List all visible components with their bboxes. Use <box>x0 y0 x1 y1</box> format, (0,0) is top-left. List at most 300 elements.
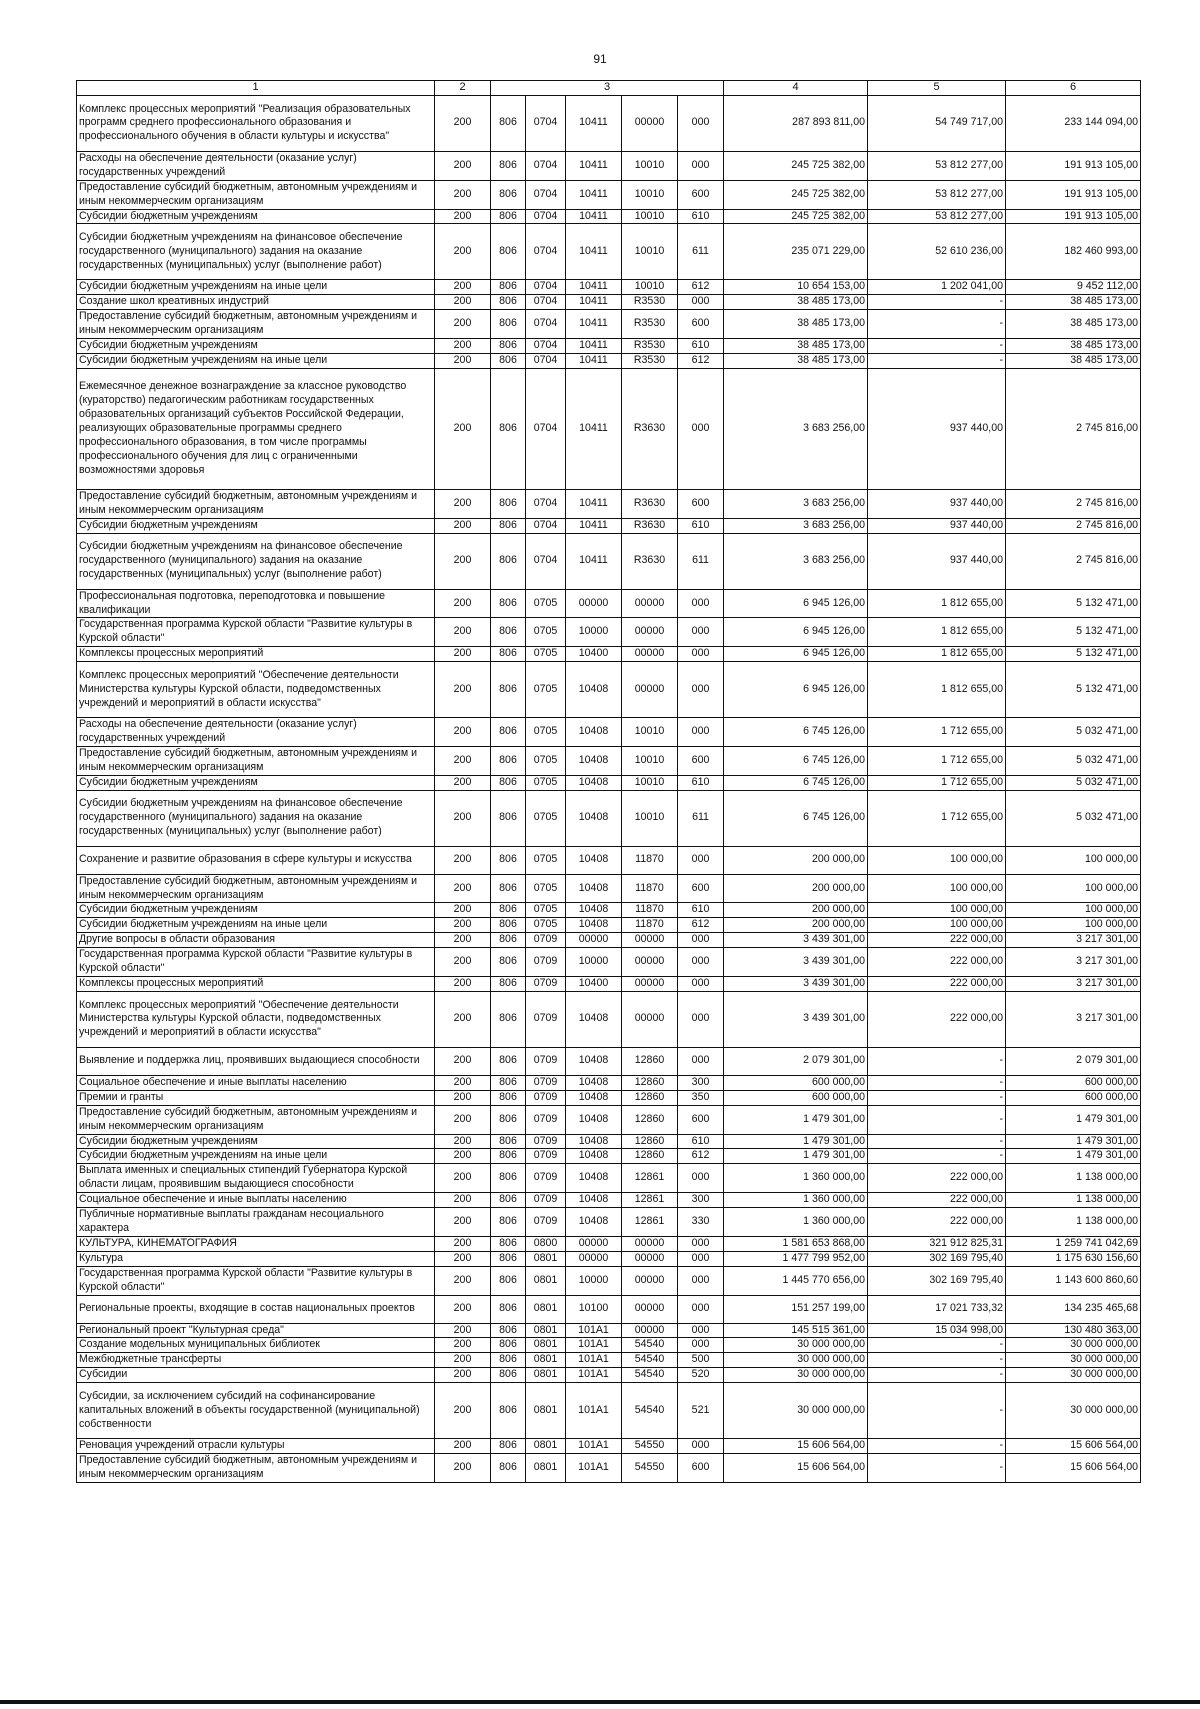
ministry-code: 806 <box>491 1251 526 1266</box>
direction-code: R3630 <box>622 489 678 518</box>
ministry-code: 806 <box>491 746 526 775</box>
program-code: 10411 <box>566 518 622 533</box>
amount-col-4: 30 000 000,00 <box>724 1383 868 1439</box>
amount-col-6: 182 460 993,00 <box>1006 224 1141 280</box>
amount-col-6: 15 606 564,00 <box>1006 1454 1141 1483</box>
amount-col-6: 15 606 564,00 <box>1006 1439 1141 1454</box>
ministry-code: 806 <box>491 933 526 948</box>
expense-type: 500 <box>678 1353 724 1368</box>
section-code: 0709 <box>526 1193 566 1208</box>
section-code: 0705 <box>526 662 566 718</box>
amount-col-5: 17 021 733,32 <box>868 1295 1006 1323</box>
program-code: 10408 <box>566 790 622 846</box>
section-code: 0709 <box>526 1090 566 1105</box>
section-code: 0704 <box>526 180 566 209</box>
program-code: 101A1 <box>566 1383 622 1439</box>
amount-col-5: 15 034 998,00 <box>868 1323 1006 1338</box>
col-code: 200 <box>435 903 491 918</box>
expense-type: 000 <box>678 846 724 874</box>
col-code: 200 <box>435 1075 491 1090</box>
direction-code: 10010 <box>622 790 678 846</box>
amount-col-5: 1 812 655,00 <box>868 662 1006 718</box>
amount-col-4: 245 725 382,00 <box>724 180 868 209</box>
section-code: 0704 <box>526 533 566 589</box>
program-code: 10411 <box>566 368 622 489</box>
amount-col-4: 1 477 799 952,00 <box>724 1251 868 1266</box>
table-row <box>77 1383 1141 1439</box>
item-name: Выявление и поддержка лиц, проявивших выдающиеся способности <box>77 1047 435 1075</box>
ministry-code: 806 <box>491 1090 526 1105</box>
amount-col-6: 5 132 471,00 <box>1006 662 1141 718</box>
program-code: 101A1 <box>566 1454 622 1483</box>
amount-col-5: 937 440,00 <box>868 368 1006 489</box>
program-code: 10411 <box>566 280 622 295</box>
amount-col-4: 6 945 126,00 <box>724 647 868 662</box>
program-code: 10411 <box>566 353 622 368</box>
program-code: 00000 <box>566 1236 622 1251</box>
ministry-code: 806 <box>491 95 526 151</box>
amount-col-5: - <box>868 1353 1006 1368</box>
expense-type: 610 <box>678 1134 724 1149</box>
amount-col-6: 1 138 000,00 <box>1006 1193 1141 1208</box>
amount-col-5: - <box>868 310 1006 339</box>
amount-col-5: - <box>868 1075 1006 1090</box>
direction-code: 12860 <box>622 1047 678 1075</box>
direction-code: R3630 <box>622 533 678 589</box>
table-row <box>77 151 1141 180</box>
col-code: 200 <box>435 1236 491 1251</box>
item-name: Региональные проекты, входящие в состав национальных проектов <box>77 1295 435 1323</box>
expense-type: 000 <box>678 1266 724 1295</box>
program-code: 10000 <box>566 618 622 647</box>
table-row <box>77 1164 1141 1193</box>
ministry-code: 806 <box>491 1439 526 1454</box>
amount-col-6: 30 000 000,00 <box>1006 1383 1141 1439</box>
amount-col-4: 38 485 173,00 <box>724 310 868 339</box>
amount-col-6: 5 032 471,00 <box>1006 775 1141 790</box>
amount-col-4: 1 581 653 868,00 <box>724 1236 868 1251</box>
program-code: 101A1 <box>566 1323 622 1338</box>
amount-col-6: 1 138 000,00 <box>1006 1208 1141 1237</box>
program-code: 10408 <box>566 746 622 775</box>
expense-type: 000 <box>678 1323 724 1338</box>
section-code: 0801 <box>526 1338 566 1353</box>
amount-col-4: 6 745 126,00 <box>724 718 868 747</box>
expense-type: 330 <box>678 1208 724 1237</box>
expense-type: 000 <box>678 1047 724 1075</box>
amount-col-5: 100 000,00 <box>868 918 1006 933</box>
direction-code: 00000 <box>622 1236 678 1251</box>
program-code: 10408 <box>566 718 622 747</box>
direction-code: 10010 <box>622 280 678 295</box>
amount-col-6: 38 485 173,00 <box>1006 295 1141 310</box>
ministry-code: 806 <box>491 1295 526 1323</box>
item-name: Субсидии бюджетным учреждениям на иные цели <box>77 353 435 368</box>
section-code: 0709 <box>526 1134 566 1149</box>
ministry-code: 806 <box>491 1236 526 1251</box>
amount-col-4: 6 945 126,00 <box>724 589 868 618</box>
program-code: 10408 <box>566 662 622 718</box>
table-row <box>77 933 1141 948</box>
table-row <box>77 1075 1141 1090</box>
col-code: 200 <box>435 180 491 209</box>
amount-col-4: 200 000,00 <box>724 903 868 918</box>
amount-col-4: 38 485 173,00 <box>724 353 868 368</box>
expense-type: 000 <box>678 1251 724 1266</box>
direction-code: 12861 <box>622 1193 678 1208</box>
table-row <box>77 533 1141 589</box>
section-code: 0709 <box>526 991 566 1047</box>
section-code: 0704 <box>526 151 566 180</box>
direction-code: 12860 <box>622 1149 678 1164</box>
table-row <box>77 1134 1141 1149</box>
col-code: 200 <box>435 1134 491 1149</box>
ministry-code: 806 <box>491 1149 526 1164</box>
amount-col-5: 1 712 655,00 <box>868 746 1006 775</box>
amount-col-5: 222 000,00 <box>868 933 1006 948</box>
amount-col-4: 1 479 301,00 <box>724 1149 868 1164</box>
table-row <box>77 589 1141 618</box>
direction-code: 12860 <box>622 1090 678 1105</box>
amount-col-5: 222 000,00 <box>868 991 1006 1047</box>
program-code: 10411 <box>566 95 622 151</box>
amount-col-5: 1 712 655,00 <box>868 790 1006 846</box>
program-code: 10100 <box>566 1295 622 1323</box>
ministry-code: 806 <box>491 1075 526 1090</box>
col-code: 200 <box>435 790 491 846</box>
amount-col-5: 321 912 825,31 <box>868 1236 1006 1251</box>
table-row <box>77 1193 1141 1208</box>
expense-type: 000 <box>678 933 724 948</box>
amount-col-4: 1 360 000,00 <box>724 1193 868 1208</box>
amount-col-6: 191 913 105,00 <box>1006 151 1141 180</box>
amount-col-6: 191 913 105,00 <box>1006 209 1141 224</box>
direction-code: 12861 <box>622 1164 678 1193</box>
amount-col-6: 5 132 471,00 <box>1006 647 1141 662</box>
expense-type: 300 <box>678 1075 724 1090</box>
table-row <box>77 977 1141 992</box>
amount-col-4: 30 000 000,00 <box>724 1338 868 1353</box>
section-code: 0705 <box>526 846 566 874</box>
program-code: 10411 <box>566 151 622 180</box>
amount-col-6: 600 000,00 <box>1006 1090 1141 1105</box>
direction-code: 54540 <box>622 1353 678 1368</box>
ministry-code: 806 <box>491 1134 526 1149</box>
col-code: 200 <box>435 1208 491 1237</box>
item-name: Межбюджетные трансферты <box>77 1353 435 1368</box>
col-code: 200 <box>435 991 491 1047</box>
amount-col-6: 1 479 301,00 <box>1006 1149 1141 1164</box>
amount-col-5: 100 000,00 <box>868 903 1006 918</box>
amount-col-6: 1 479 301,00 <box>1006 1105 1141 1134</box>
section-code: 0709 <box>526 948 566 977</box>
amount-col-6: 2 745 816,00 <box>1006 489 1141 518</box>
expense-type: 350 <box>678 1090 724 1105</box>
table-row <box>77 718 1141 747</box>
amount-col-4: 3 439 301,00 <box>724 977 868 992</box>
amount-col-4: 3 683 256,00 <box>724 368 868 489</box>
ministry-code: 806 <box>491 618 526 647</box>
ministry-code: 806 <box>491 874 526 903</box>
amount-col-4: 38 485 173,00 <box>724 295 868 310</box>
ministry-code: 806 <box>491 339 526 354</box>
program-code: 101A1 <box>566 1353 622 1368</box>
item-name: Субсидии, за исключением субсидий на софинансирование капитальных вложений в объекты государственной (муниципальной) собственности <box>77 1383 435 1439</box>
ministry-code: 806 <box>491 647 526 662</box>
program-code: 10408 <box>566 903 622 918</box>
item-name: Комплексы процессных мероприятий <box>77 647 435 662</box>
program-code: 10408 <box>566 1105 622 1134</box>
program-code: 10408 <box>566 874 622 903</box>
direction-code: 00000 <box>622 1295 678 1323</box>
budget-table <box>76 80 1141 1483</box>
amount-col-4: 600 000,00 <box>724 1090 868 1105</box>
expense-type: 000 <box>678 977 724 992</box>
amount-col-6: 5 032 471,00 <box>1006 718 1141 747</box>
amount-col-4: 6 745 126,00 <box>724 790 868 846</box>
amount-col-5: 302 169 795,40 <box>868 1266 1006 1295</box>
amount-col-6: 600 000,00 <box>1006 1075 1141 1090</box>
col-code: 200 <box>435 977 491 992</box>
expense-type: 000 <box>678 991 724 1047</box>
ministry-code: 806 <box>491 903 526 918</box>
direction-code: 10010 <box>622 224 678 280</box>
amount-col-6: 134 235 465,68 <box>1006 1295 1141 1323</box>
amount-col-6: 191 913 105,00 <box>1006 180 1141 209</box>
item-name: Предоставление субсидий бюджетным, автономным учреждениям и иным некоммерческим организациям <box>77 489 435 518</box>
item-name: Субсидии бюджетным учреждениям <box>77 518 435 533</box>
program-code: 10000 <box>566 948 622 977</box>
expense-type: 600 <box>678 746 724 775</box>
table-row <box>77 95 1141 151</box>
amount-col-4: 3 439 301,00 <box>724 933 868 948</box>
section-code: 0704 <box>526 368 566 489</box>
section-code: 0704 <box>526 209 566 224</box>
amount-col-6: 3 217 301,00 <box>1006 991 1141 1047</box>
direction-code: 10010 <box>622 180 678 209</box>
amount-col-4: 3 683 256,00 <box>724 489 868 518</box>
amount-col-6: 100 000,00 <box>1006 903 1141 918</box>
expense-type: 000 <box>678 1295 724 1323</box>
section-code: 0801 <box>526 1266 566 1295</box>
program-code: 10408 <box>566 846 622 874</box>
table-row <box>77 1236 1141 1251</box>
section-code: 0709 <box>526 1105 566 1134</box>
ministry-code: 806 <box>491 368 526 489</box>
item-name: Другие вопросы в области образования <box>77 933 435 948</box>
direction-code: 00000 <box>622 1266 678 1295</box>
direction-code: 10010 <box>622 209 678 224</box>
table-row <box>77 1338 1141 1353</box>
section-code: 0705 <box>526 618 566 647</box>
amount-col-5: 1 202 041,00 <box>868 280 1006 295</box>
item-name: Предоставление субсидий бюджетным, автономным учреждениям и иным некоммерческим организациям <box>77 310 435 339</box>
amount-col-4: 6 745 126,00 <box>724 775 868 790</box>
amount-col-6: 3 217 301,00 <box>1006 977 1141 992</box>
program-code: 10408 <box>566 1090 622 1105</box>
expense-type: 610 <box>678 903 724 918</box>
amount-col-5: 1 712 655,00 <box>868 775 1006 790</box>
direction-code: 00000 <box>622 933 678 948</box>
direction-code: 00000 <box>622 1323 678 1338</box>
col-code: 200 <box>435 1047 491 1075</box>
amount-col-4: 38 485 173,00 <box>724 339 868 354</box>
section-code: 0704 <box>526 489 566 518</box>
table-row <box>77 1454 1141 1483</box>
item-name: Субсидии бюджетным учреждениям на иные цели <box>77 1149 435 1164</box>
table-row <box>77 1105 1141 1134</box>
amount-col-5: 100 000,00 <box>868 874 1006 903</box>
expense-type: 000 <box>678 95 724 151</box>
item-name: Государственная программа Курской области "Развитие культуры в Курской области" <box>77 1266 435 1295</box>
amount-col-5: 222 000,00 <box>868 1193 1006 1208</box>
amount-col-4: 245 725 382,00 <box>724 209 868 224</box>
amount-col-4: 30 000 000,00 <box>724 1353 868 1368</box>
item-name: Расходы на обеспечение деятельности (оказание услуг) государственных учреждений <box>77 718 435 747</box>
item-name: Комплекс процессных мероприятий "Обеспечение деятельности Министерства культуры Курской области, подведомственных учреждений и мероприятий в области искусства" <box>77 662 435 718</box>
section-code: 0801 <box>526 1383 566 1439</box>
ministry-code: 806 <box>491 1338 526 1353</box>
section-code: 0709 <box>526 1075 566 1090</box>
amount-col-5: 1 712 655,00 <box>868 718 1006 747</box>
col-code: 200 <box>435 1439 491 1454</box>
expense-type: 610 <box>678 339 724 354</box>
col-code: 200 <box>435 151 491 180</box>
amount-col-5: - <box>868 1149 1006 1164</box>
section-code: 0705 <box>526 790 566 846</box>
amount-col-5: - <box>868 1368 1006 1383</box>
item-name: Субсидии бюджетным учреждениям на финансовое обеспечение государственного (муниципального) задания на оказание государственных (муниципальных) услуг (выполнение работ) <box>77 224 435 280</box>
col-code: 200 <box>435 1353 491 1368</box>
expense-type: 610 <box>678 775 724 790</box>
table-row <box>77 1353 1141 1368</box>
amount-col-5: - <box>868 295 1006 310</box>
col-code: 200 <box>435 295 491 310</box>
amount-col-6: 30 000 000,00 <box>1006 1353 1141 1368</box>
program-code: 10408 <box>566 775 622 790</box>
item-name: Субсидии бюджетным учреждениям на финансовое обеспечение государственного (муниципального) задания на оказание государственных (муниципальных) услуг (выполнение работ) <box>77 533 435 589</box>
table-row <box>77 918 1141 933</box>
amount-col-5: - <box>868 1454 1006 1483</box>
ministry-code: 806 <box>491 991 526 1047</box>
direction-code: 00000 <box>622 589 678 618</box>
item-name: Предоставление субсидий бюджетным, автономным учреждениям и иным некоммерческим организациям <box>77 746 435 775</box>
item-name: Государственная программа Курской области "Развитие культуры в Курской области" <box>77 948 435 977</box>
program-code: 00000 <box>566 589 622 618</box>
section-code: 0709 <box>526 1164 566 1193</box>
table-row <box>77 518 1141 533</box>
section-code: 0704 <box>526 295 566 310</box>
col-code: 200 <box>435 533 491 589</box>
item-name: Профессиональная подготовка, переподготовка и повышение квалификации <box>77 589 435 618</box>
item-name: Субсидии бюджетным учреждениям <box>77 775 435 790</box>
amount-col-4: 2 079 301,00 <box>724 1047 868 1075</box>
ministry-code: 806 <box>491 224 526 280</box>
item-name: Расходы на обеспечение деятельности (оказание услуг) государственных учреждений <box>77 151 435 180</box>
amount-col-4: 6 945 126,00 <box>724 618 868 647</box>
amount-col-6: 1 479 301,00 <box>1006 1134 1141 1149</box>
section-code: 0801 <box>526 1368 566 1383</box>
direction-code: R3530 <box>622 339 678 354</box>
direction-code: R3530 <box>622 310 678 339</box>
direction-code: R3530 <box>622 353 678 368</box>
program-code: 10400 <box>566 977 622 992</box>
amount-col-6: 1 175 630 156,60 <box>1006 1251 1141 1266</box>
direction-code: 00000 <box>622 95 678 151</box>
section-code: 0801 <box>526 1353 566 1368</box>
header-col-6: 6 <box>1006 81 1141 96</box>
amount-col-5: 53 812 277,00 <box>868 180 1006 209</box>
col-code: 200 <box>435 310 491 339</box>
direction-code: 11870 <box>622 874 678 903</box>
direction-code: 00000 <box>622 1251 678 1266</box>
section-code: 0705 <box>526 647 566 662</box>
col-code: 200 <box>435 368 491 489</box>
amount-col-5: 222 000,00 <box>868 977 1006 992</box>
expense-type: 612 <box>678 918 724 933</box>
table-row <box>77 948 1141 977</box>
amount-col-6: 2 079 301,00 <box>1006 1047 1141 1075</box>
direction-code: 00000 <box>622 977 678 992</box>
program-code: 10411 <box>566 209 622 224</box>
col-code: 200 <box>435 1454 491 1483</box>
ministry-code: 806 <box>491 518 526 533</box>
direction-code: 00000 <box>622 647 678 662</box>
direction-code: 12860 <box>622 1105 678 1134</box>
table-row <box>77 662 1141 718</box>
amount-col-4: 245 725 382,00 <box>724 151 868 180</box>
item-name: Социальное обеспечение и иные выплаты населению <box>77 1193 435 1208</box>
col-code: 200 <box>435 775 491 790</box>
item-name: Публичные нормативные выплаты гражданам несоциального характера <box>77 1208 435 1237</box>
section-code: 0709 <box>526 1208 566 1237</box>
item-name: Предоставление субсидий бюджетным, автономным учреждениям и иным некоммерческим организациям <box>77 1105 435 1134</box>
col-code: 200 <box>435 1338 491 1353</box>
amount-col-4: 10 654 153,00 <box>724 280 868 295</box>
amount-col-4: 15 606 564,00 <box>724 1439 868 1454</box>
item-name: Премии и гранты <box>77 1090 435 1105</box>
ministry-code: 806 <box>491 180 526 209</box>
table-row <box>77 903 1141 918</box>
table-row <box>77 180 1141 209</box>
item-name: Предоставление субсидий бюджетным, автономным учреждениям и иным некоммерческим организациям <box>77 874 435 903</box>
item-name: Создание школ креативных индустрий <box>77 295 435 310</box>
expense-type: 600 <box>678 1454 724 1483</box>
direction-code: 11870 <box>622 918 678 933</box>
amount-col-6: 233 144 094,00 <box>1006 95 1141 151</box>
item-name: Субсидии бюджетным учреждениям <box>77 209 435 224</box>
item-name: Субсидии <box>77 1368 435 1383</box>
program-code: 00000 <box>566 1251 622 1266</box>
program-code: 10408 <box>566 918 622 933</box>
direction-code: 00000 <box>622 991 678 1047</box>
header-row <box>77 81 1141 96</box>
col-code: 200 <box>435 918 491 933</box>
amount-col-4: 145 515 361,00 <box>724 1323 868 1338</box>
ministry-code: 806 <box>491 1047 526 1075</box>
bottom-rule <box>0 1700 1200 1704</box>
program-code: 00000 <box>566 933 622 948</box>
program-code: 10411 <box>566 295 622 310</box>
program-code: 101A1 <box>566 1439 622 1454</box>
col-code: 200 <box>435 1383 491 1439</box>
ministry-code: 806 <box>491 1383 526 1439</box>
ministry-code: 806 <box>491 846 526 874</box>
program-code: 10408 <box>566 1075 622 1090</box>
table-row <box>77 280 1141 295</box>
program-code: 10411 <box>566 533 622 589</box>
table-row <box>77 339 1141 354</box>
